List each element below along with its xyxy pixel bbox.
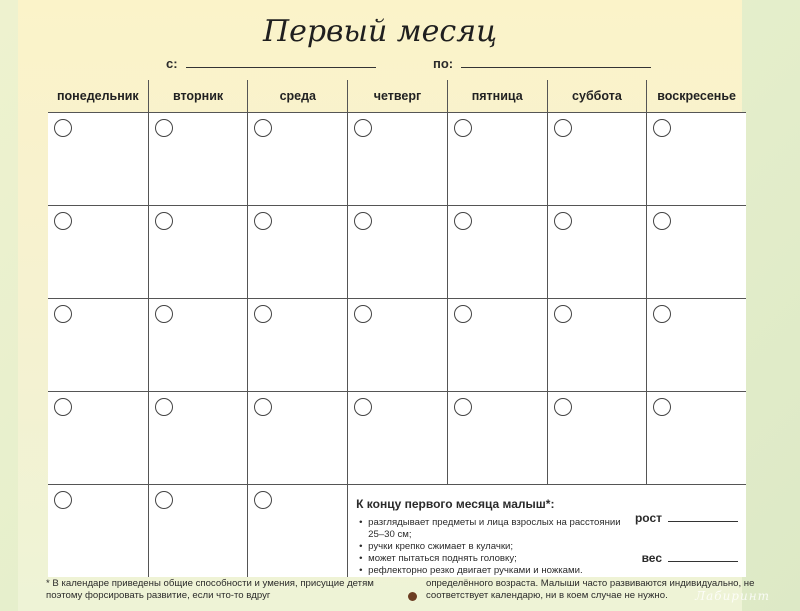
day-cell[interactable] (447, 205, 547, 298)
milestone-item: • разглядывает предметы и лица взрослых на расстоянии 25–30 см; (368, 517, 628, 541)
day-cell[interactable] (447, 298, 547, 391)
day-number-circle[interactable] (54, 119, 72, 137)
day-cell[interactable] (447, 391, 547, 484)
day-cell[interactable] (48, 484, 148, 577)
milestones-heading: К концу первого месяца малыш*: (356, 497, 555, 511)
day-cell[interactable] (48, 205, 148, 298)
date-to-line[interactable] (461, 56, 651, 68)
day-cell[interactable] (347, 391, 447, 484)
date-from-label: с: (166, 56, 178, 71)
day-cell[interactable] (547, 112, 647, 205)
day-number-circle[interactable] (554, 212, 572, 230)
calendar-grid (48, 80, 746, 577)
day-cell[interactable] (547, 298, 647, 391)
milestone-item: • рефлекторно резко двигает ручками и ножками. (368, 565, 628, 577)
day-number-circle[interactable] (354, 305, 372, 323)
day-number-circle[interactable] (354, 212, 372, 230)
page-title: Первый месяц (262, 14, 498, 49)
day-number-circle[interactable] (54, 491, 72, 509)
milestone-item: • ручки крепко сжимает в кулачки; (368, 541, 628, 553)
weight-line[interactable] (668, 551, 738, 562)
day-number-circle[interactable] (254, 491, 272, 509)
day-number-circle[interactable] (653, 398, 671, 416)
milestone-item: • может пытаться поднять головку; (368, 553, 628, 565)
day-cell[interactable] (48, 112, 148, 205)
day-number-circle[interactable] (254, 212, 272, 230)
day-cell[interactable] (247, 298, 347, 391)
height-field[interactable] (635, 511, 738, 525)
milestones-panel (347, 484, 746, 577)
day-number-circle[interactable] (454, 305, 472, 323)
day-cell[interactable] (247, 205, 347, 298)
calendar-page (18, 0, 755, 611)
weekday-header: четверг (347, 80, 447, 112)
day-number-circle[interactable] (454, 398, 472, 416)
weight-field[interactable] (642, 551, 738, 565)
day-cell[interactable] (347, 205, 447, 298)
date-from-line[interactable] (186, 56, 376, 68)
day-number-circle[interactable] (653, 305, 671, 323)
weekday-header: воскресенье (646, 80, 746, 112)
bullet-dot-icon (408, 592, 417, 601)
day-number-circle[interactable] (454, 212, 472, 230)
footnote-left: * В календаре приведены общие способности и умения, присущие детям поэтому форсировать развитие, если что-то вдруг (46, 578, 374, 601)
weekday-header: суббота (547, 80, 647, 112)
day-number-circle[interactable] (254, 398, 272, 416)
date-to-field[interactable] (433, 56, 651, 71)
weekday-header: пятница (447, 80, 547, 112)
day-number-circle[interactable] (554, 398, 572, 416)
day-cell[interactable] (247, 112, 347, 205)
day-cell[interactable] (347, 112, 447, 205)
day-cell[interactable] (148, 391, 248, 484)
day-number-circle[interactable] (155, 212, 173, 230)
day-number-circle[interactable] (254, 119, 272, 137)
day-number-circle[interactable] (653, 119, 671, 137)
footnote-right: определённого возраста. Малыши часто развиваются индивидуально, не соответствует календарю, ни в коем случае не нужно. (426, 578, 755, 601)
milestones-list (356, 517, 628, 577)
day-number-circle[interactable] (653, 212, 671, 230)
day-cell[interactable] (247, 391, 347, 484)
day-number-circle[interactable] (254, 305, 272, 323)
weekday-header: среда (247, 80, 347, 112)
day-number-circle[interactable] (155, 119, 173, 137)
day-number-circle[interactable] (155, 491, 173, 509)
day-cell[interactable] (148, 205, 248, 298)
day-number-circle[interactable] (54, 398, 72, 416)
day-cell[interactable] (646, 298, 746, 391)
height-line[interactable] (668, 511, 738, 522)
day-cell[interactable] (148, 112, 248, 205)
weekday-header: вторник (148, 80, 248, 112)
day-cell[interactable] (447, 112, 547, 205)
day-number-circle[interactable] (354, 398, 372, 416)
day-cell[interactable] (547, 205, 647, 298)
day-cell[interactable] (148, 484, 248, 577)
height-label: рост (634, 511, 662, 525)
day-cell[interactable] (48, 298, 148, 391)
day-number-circle[interactable] (554, 305, 572, 323)
day-number-circle[interactable] (54, 305, 72, 323)
weekday-header: понедельник (57, 89, 139, 103)
date-to-label: по: (433, 56, 454, 71)
day-number-circle[interactable] (54, 212, 72, 230)
weight-label: вес (641, 551, 662, 565)
day-cell[interactable] (148, 298, 248, 391)
date-from-field[interactable] (166, 56, 376, 71)
day-cell[interactable] (547, 391, 647, 484)
day-number-circle[interactable] (155, 398, 173, 416)
day-cell[interactable] (347, 298, 447, 391)
day-number-circle[interactable] (554, 119, 572, 137)
watermark-logo: Лабиринт (695, 589, 770, 603)
day-number-circle[interactable] (454, 119, 472, 137)
day-cell[interactable] (48, 391, 148, 484)
day-cell[interactable] (247, 484, 347, 577)
day-number-circle[interactable] (354, 119, 372, 137)
day-cell[interactable] (646, 205, 746, 298)
day-number-circle[interactable] (155, 305, 173, 323)
day-cell[interactable] (646, 391, 746, 484)
day-cell[interactable] (646, 112, 746, 205)
